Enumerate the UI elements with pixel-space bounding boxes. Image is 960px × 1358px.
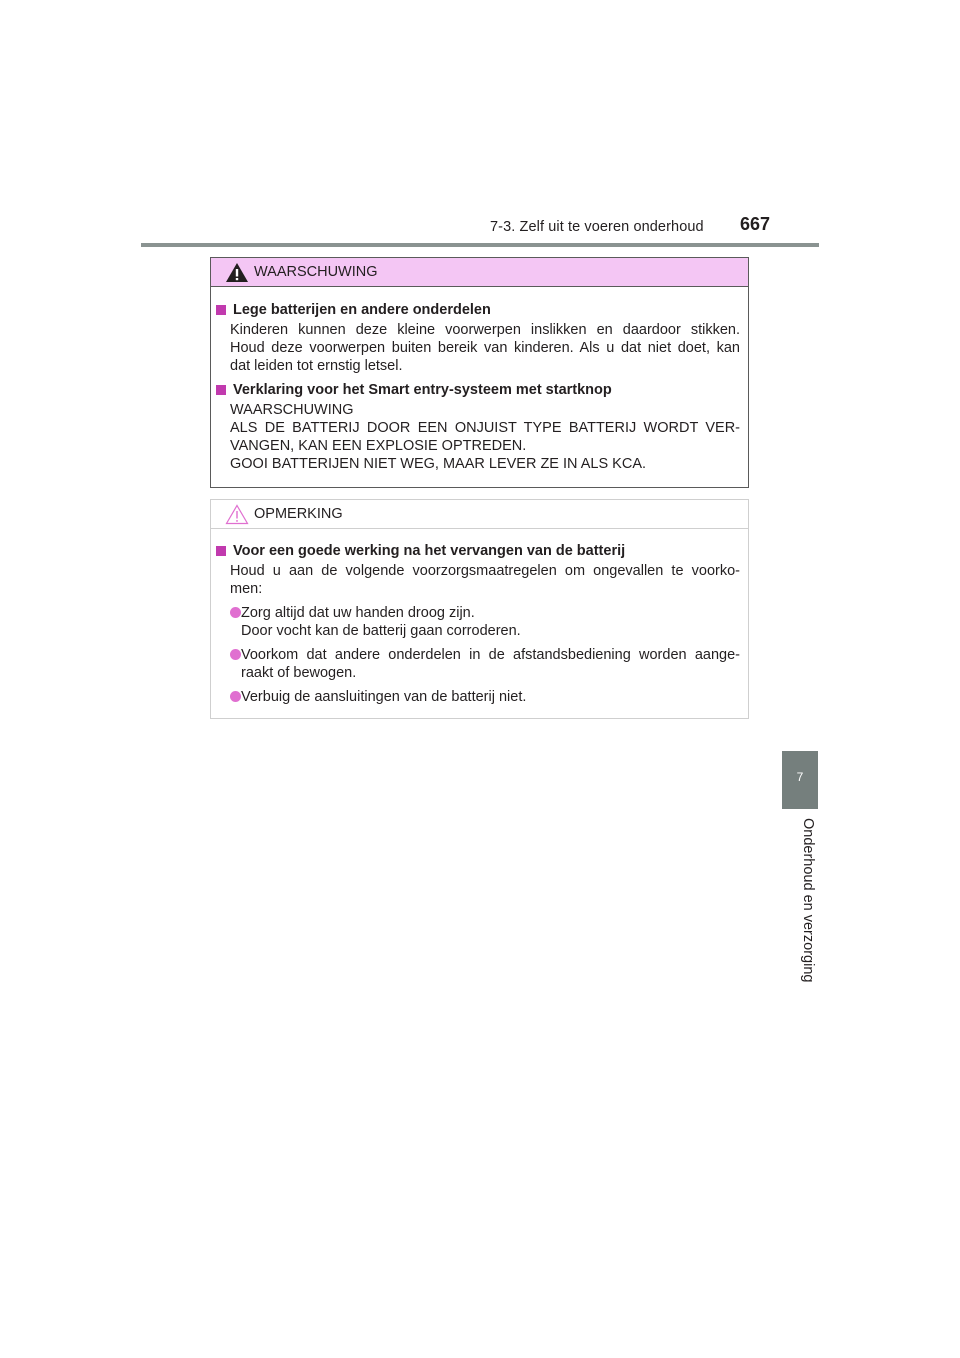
notice-intro-text: Houd u aan de volgende voorzorgsmaatregelen om ongevallen te voorko- men: bbox=[230, 563, 740, 597]
warning-item-text: WAARSCHUWING ALS DE BATTERIJ DOOR EEN ONJUIST TYPE BATTERIJ WORDT VER- VANGEN, KAN EEN EXPLOSIE OPTREDEN. GOOI BATTERIJEN NIET WEG, MAAR LEVER ZE IN ALS KCA. bbox=[230, 402, 740, 472]
notice-box bbox=[210, 499, 749, 719]
chapter-tab: 7 bbox=[782, 751, 818, 809]
warning-item-text: Kinderen kunnen deze kleine voorwerpen inslikken en daardoor stikken. Houd deze voorwerpen buiten bereik van kinderen. Als u dat niet doet, kan dat leiden tot ernstig letsel. bbox=[230, 322, 740, 374]
warning-header bbox=[211, 258, 748, 287]
notice-item-title: Voor een goede werking na het vervangen van de batterij bbox=[216, 542, 748, 560]
square-bullet-icon bbox=[216, 385, 226, 395]
notice-header bbox=[211, 500, 748, 529]
notice-heading: OPMERKING bbox=[254, 506, 343, 522]
header-divider bbox=[141, 243, 819, 247]
caution-outline-icon bbox=[225, 504, 249, 525]
chapter-title: Onderhoud en verzorging bbox=[800, 818, 816, 983]
warning-heading: WAARSCHUWING bbox=[254, 264, 378, 280]
circle-bullet-icon bbox=[230, 691, 241, 702]
circle-bullet-icon bbox=[230, 607, 241, 618]
page-number: 667 bbox=[740, 214, 771, 234]
square-bullet-icon bbox=[216, 305, 226, 315]
warning-box bbox=[210, 257, 749, 488]
notice-bullet-item: Verbuig de aansluitingen van de batterij niet. bbox=[230, 688, 740, 706]
warning-item-title: Verklaring voor het Smart entry-systeem met startknop bbox=[216, 381, 748, 399]
notice-bullet-item: Voorkom dat andere onderdelen in de afstandsbediening worden aange- raakt of bewogen. bbox=[230, 646, 740, 682]
notice-bullet-item: Zorg altijd dat uw handen droog zijn. Door vocht kan de batterij gaan corroderen. bbox=[230, 604, 740, 640]
circle-bullet-icon bbox=[230, 649, 241, 660]
warning-item-title: Lege batterijen en andere onderdelen bbox=[216, 301, 748, 319]
section-header: 7-3. Zelf uit te voeren onderhoud bbox=[490, 219, 704, 235]
square-bullet-icon bbox=[216, 546, 226, 556]
warning-triangle-icon bbox=[225, 262, 249, 283]
